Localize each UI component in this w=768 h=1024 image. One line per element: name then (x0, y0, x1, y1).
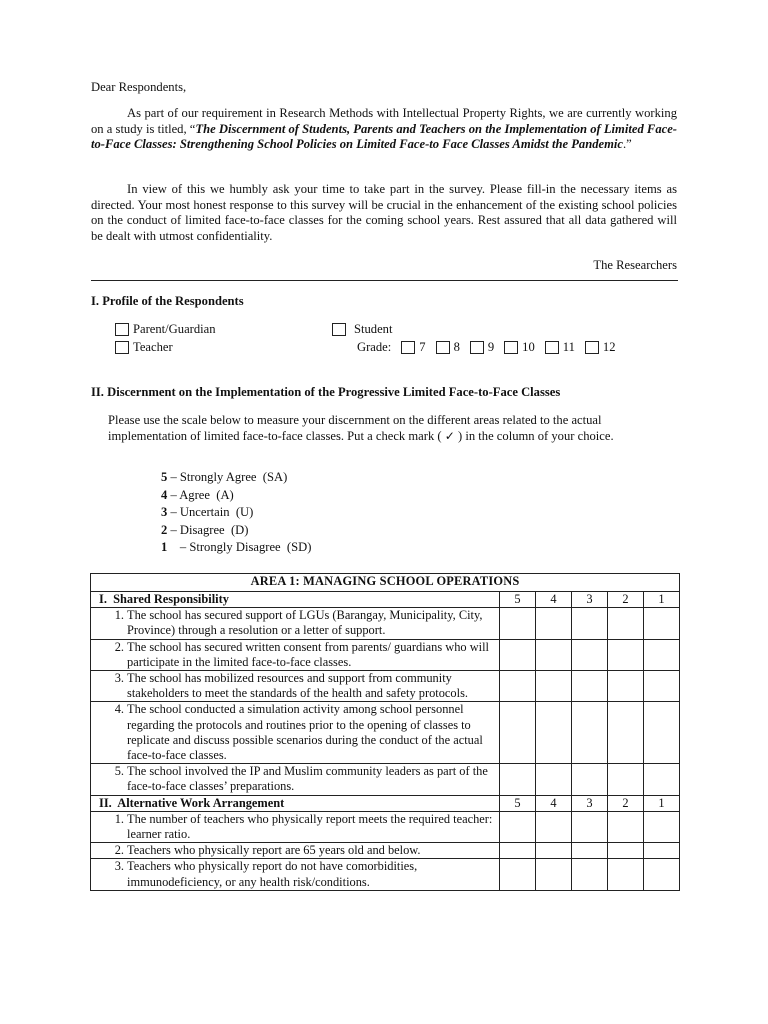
rating-cell-4[interactable] (536, 811, 572, 842)
rating-cell-1[interactable] (644, 859, 680, 890)
grade-10-checkbox[interactable] (504, 341, 518, 354)
item-cell (91, 843, 500, 859)
rating-cell-1[interactable] (644, 608, 680, 639)
grade-10-label: 10 (522, 340, 535, 354)
intro-paragraph (91, 106, 677, 153)
rating-cell-1[interactable] (644, 671, 680, 702)
instructions-before: Please use the scale below to measure your discernment on the different areas related to the actual implementation of limited face-to-face classes. Put a check mark ( (108, 413, 602, 443)
grade-9-label: 9 (487, 340, 495, 354)
scale-item (161, 522, 311, 540)
survey-table (90, 573, 680, 891)
rating-cell-5[interactable] (500, 702, 536, 764)
item-cell (91, 859, 500, 890)
rating-cell-5[interactable] (500, 859, 536, 890)
section-header-row (91, 592, 680, 608)
rating-cell-3[interactable] (572, 671, 608, 702)
scale-item (161, 504, 311, 522)
rating-cell-3[interactable] (572, 811, 608, 842)
rating-cell-4[interactable] (536, 859, 572, 890)
rating-cell-3[interactable] (572, 843, 608, 859)
scale-number: 2 (161, 522, 168, 537)
grade-12-option[interactable] (585, 340, 616, 355)
grade-9-option[interactable] (470, 340, 494, 355)
instructions-after: ) in the column of your choice. (457, 428, 614, 443)
grade-label: Grade: (357, 340, 392, 354)
scale-column-header: 3 (572, 592, 608, 608)
scale-item (161, 487, 311, 505)
option-parent-guardian[interactable] (115, 322, 216, 337)
rating-cell-3[interactable] (572, 702, 608, 764)
table-row (91, 811, 680, 842)
rating-cell-5[interactable] (500, 639, 536, 670)
rating-cell-1[interactable] (644, 702, 680, 764)
rating-cell-2[interactable] (608, 843, 644, 859)
scale-label: – Strongly Agree (SA) (167, 470, 288, 484)
signature: The Researchers (593, 258, 677, 272)
study-title: The Discernment of Students, Parents and Teachers on the Implementation of Limited Face-to-Face Classes: Strengthening School Policies on Limited Face-to Face Classes Amidst the Pandemic (91, 121, 677, 151)
rating-cell-2[interactable] (608, 811, 644, 842)
item-cell (91, 764, 500, 795)
grade-11-option[interactable] (545, 340, 575, 355)
item-number: 5. (114, 764, 124, 779)
scale-column-header: 1 (644, 795, 680, 811)
item-statement: Teachers who physically report do not have comorbidities, immunodeficiency, or any health risk/conditions. (127, 859, 418, 889)
rating-cell-2[interactable] (608, 671, 644, 702)
grade-row (357, 340, 615, 355)
scale-item (161, 539, 311, 557)
student-checkbox[interactable] (332, 323, 346, 336)
rating-cell-5[interactable] (500, 671, 536, 702)
item-statement: Teachers who physically report are 65 years old and below. (127, 843, 421, 858)
scale-item (161, 469, 311, 487)
rating-cell-5[interactable] (500, 608, 536, 639)
divider (91, 280, 678, 281)
rating-cell-2[interactable] (608, 639, 644, 670)
intro-lead: As part of our requirement in Research Methods with Intellectual Property Rights, we are currently working on a study is titled, “ (91, 106, 677, 136)
teacher-checkbox[interactable] (115, 341, 129, 354)
scale-column-header: 2 (608, 592, 644, 608)
rating-cell-4[interactable] (536, 639, 572, 670)
item-number: 2. (114, 843, 124, 858)
grade-8-label: 8 (453, 340, 460, 354)
parent-guardian-checkbox[interactable] (115, 323, 129, 336)
item-number: 4. (114, 702, 124, 717)
grade-8-option[interactable] (436, 340, 460, 355)
item-statement: The school has secured written consent from parents/ guardians who will participate in the limited face-to-face classes. (127, 639, 489, 669)
section-title: I. Shared Responsibility (91, 592, 500, 608)
rating-cell-4[interactable] (536, 608, 572, 639)
scale-column-header: 3 (572, 795, 608, 811)
option-student[interactable] (332, 322, 392, 337)
item-statement: The school has secured support of LGUs (Barangay, Municipality, City, Province) through a resolution or a letter of support. (127, 608, 483, 638)
rating-cell-1[interactable] (644, 764, 680, 795)
area-header-row (91, 574, 680, 592)
item-number: 3. (114, 671, 124, 686)
scale-column-header: 1 (644, 592, 680, 608)
rating-cell-5[interactable] (500, 811, 536, 842)
scale-number: 5 (161, 470, 168, 484)
rating-cell-3[interactable] (572, 764, 608, 795)
scale-instructions (108, 413, 676, 444)
section-header-row (91, 795, 680, 811)
teacher-label: Teacher (133, 340, 173, 354)
scale-number: 1 (161, 540, 168, 554)
item-statement: The school involved the IP and Muslim community leaders as part of the face-to-face classes’ preparations. (127, 764, 488, 794)
rating-cell-4[interactable] (536, 671, 572, 702)
scale-column-header: 2 (608, 795, 644, 811)
scale-legend (161, 469, 311, 557)
scale-number: 4 (161, 487, 168, 502)
rating-cell-4[interactable] (536, 843, 572, 859)
table-row (91, 608, 680, 639)
section2-title: II. Discernment on the Implementation of the Progressive Limited Face-to-Face Classes (91, 385, 561, 399)
grade-7-checkbox[interactable] (401, 341, 415, 354)
item-cell (91, 671, 500, 702)
grade-7-option[interactable] (401, 340, 425, 355)
table-row (91, 843, 680, 859)
table-row (91, 764, 680, 795)
table-row (91, 639, 680, 670)
rating-cell-2[interactable] (608, 702, 644, 764)
item-number: 2. (114, 639, 124, 654)
item-number: 1. (114, 811, 124, 826)
item-cell (91, 639, 500, 670)
grade-12-checkbox[interactable] (585, 341, 599, 354)
scale-column-header: 4 (536, 795, 572, 811)
rating-cell-1[interactable] (644, 811, 680, 842)
grade-8-checkbox[interactable] (436, 341, 450, 354)
rating-cell-2[interactable] (608, 608, 644, 639)
scale-label: – Disagree (D) (167, 522, 249, 537)
scale-label: – Strongly Disagree (SD) (167, 540, 312, 554)
grade-10-option[interactable] (504, 340, 535, 355)
request-paragraph: In view of this we humbly ask your time to take part in the survey. Please fill-in the necessary items as directed. Your most honest response to this survey will be crucial in the enhancement of the existing school policies on the conduct of limited face-to-face classes for the coming school years. Rest assured that all data gathered will be dealt with utmost confidentiality. (91, 182, 677, 243)
grade-11-label: 11 (562, 340, 575, 354)
rating-cell-5[interactable] (500, 843, 536, 859)
scale-label: – Uncertain (U) (167, 505, 254, 519)
scale-label: – Agree (A) (167, 487, 234, 502)
item-cell (91, 608, 500, 639)
item-cell (91, 702, 500, 764)
grade-7-label: 7 (419, 340, 426, 354)
scale-number: 3 (161, 505, 168, 519)
scale-column-header: 5 (500, 795, 536, 811)
rating-cell-1[interactable] (644, 843, 680, 859)
grade-12-label: 12 (602, 340, 616, 354)
check-mark-icon: ✓ (444, 428, 455, 443)
rating-cell-2[interactable] (608, 764, 644, 795)
table-row (91, 671, 680, 702)
table-row (91, 702, 680, 764)
option-teacher[interactable] (115, 340, 173, 355)
grade-9-checkbox[interactable] (470, 341, 484, 354)
item-statement: The number of teachers who physically report meets the required teacher: learner ratio. (127, 811, 493, 842)
scale-column-header: 5 (500, 592, 536, 608)
rating-cell-1[interactable] (644, 639, 680, 670)
rating-cell-3[interactable] (572, 859, 608, 890)
item-number: 1. (114, 608, 124, 623)
item-statement: The school conducted a simulation activity among school personnel regarding the protocols and routines prior to the opening of classes to replicate and discuss possible scenarios during the conduct of the actual face-to-face classes. (127, 702, 483, 763)
rating-cell-4[interactable] (536, 764, 572, 795)
area-title: AREA 1: MANAGING SCHOOL OPERATIONS (91, 574, 680, 592)
salutation: Dear Respondents, (91, 80, 187, 94)
rating-cell-4[interactable] (536, 702, 572, 764)
student-label: Student (354, 322, 393, 336)
rating-cell-2[interactable] (608, 859, 644, 890)
rating-cell-3[interactable] (572, 608, 608, 639)
section1-title: I. Profile of the Respondents (91, 294, 244, 308)
item-cell (91, 811, 500, 842)
section-title: II. Alternative Work Arrangement (91, 795, 500, 811)
rating-cell-3[interactable] (572, 639, 608, 670)
rating-cell-5[interactable] (500, 764, 536, 795)
item-number: 3. (114, 859, 124, 874)
intro-tail: .” (622, 137, 632, 151)
table-row (91, 859, 680, 890)
item-statement: The school has mobilized resources and support from community stakeholders to meet the standards of the health and safety protocols. (127, 671, 468, 701)
scale-column-header: 4 (536, 592, 572, 608)
grade-11-checkbox[interactable] (545, 341, 559, 354)
parent-guardian-label: Parent/Guardian (133, 322, 216, 336)
